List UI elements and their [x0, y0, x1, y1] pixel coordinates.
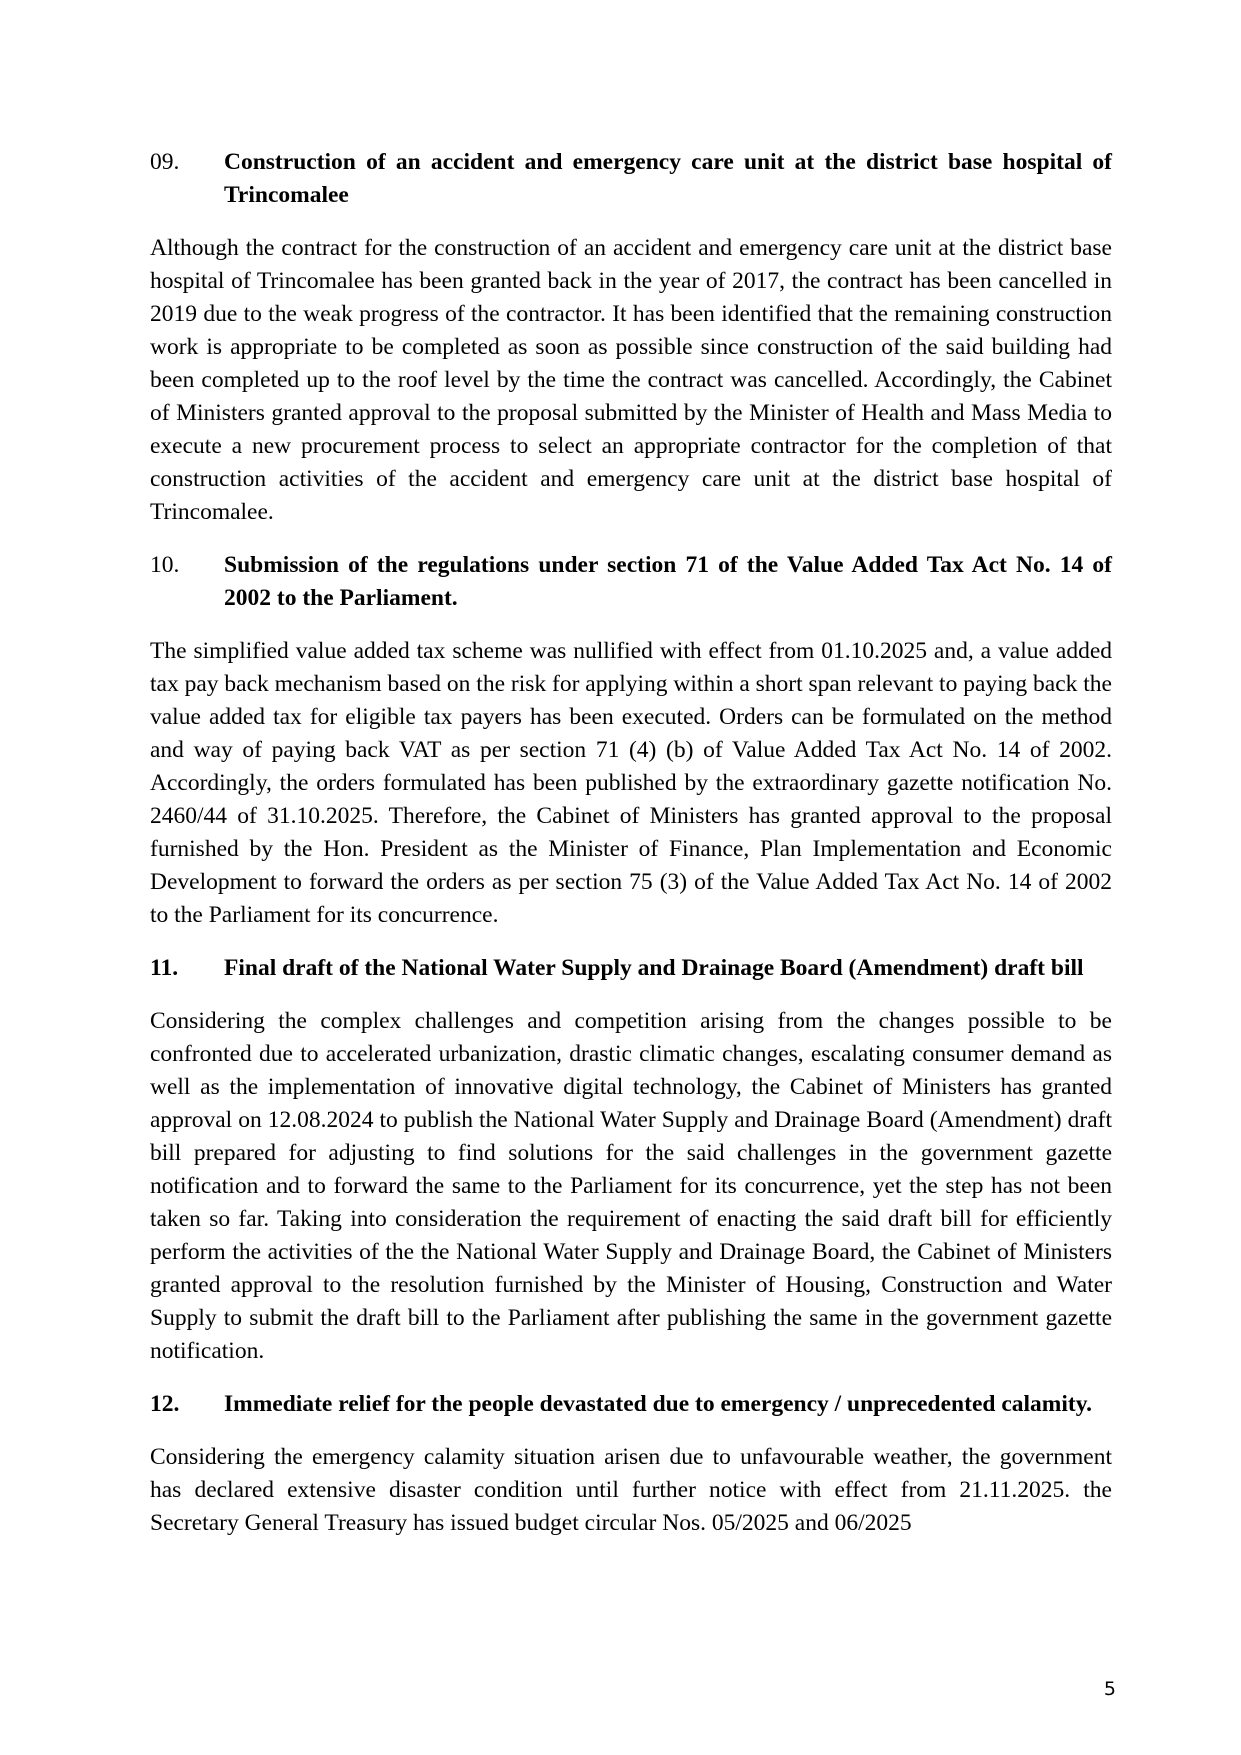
section-body: Although the contract for the construction of an accident and emergency care unit at the district base hospital of Trincomalee has been granted back in the year of 2017, the contract has been cancelled in 2019 due to the weak progress of the contractor. It has been identified that the remaining construction work is appropriate to be completed as soon as possible since construction of the said building had been completed up to the roof level by the time the contract was cancelled. Accordingly, the Cabinet of Ministers granted approval to the proposal submitted by the Minister of Health and Mass Media to execute a new procurement process to select an appropriate contractor for the completion of that construction activities of the accident and emergency care unit at the district base hospital of Trincomalee. — [150, 235, 1112, 525]
section-body: The simplified value added tax scheme was nullified with effect from 01.10.2025 and, a value added tax pay back mechanism based on the risk for applying within a short span relevant to paying back the value added tax for eligible tax payers has been executed. Orders can be formulated on the method and way of paying back VAT as per section 71 (4) (b) of Value Added Tax Act No. 14 of 2002. Accordingly, the orders formulated has been published by the extraordinary gazette notification No. 2460/44 of 31.10.2025. Therefore, the Cabinet of Ministers has granted approval to the proposal furnished by the Hon. President as the Minister of Finance, Plan Implementation and Economic Development to forward the orders as per section 75 (3) of the Value Added Tax Act No. 14 of 2002 to the Parliament for its concurrence. — [150, 638, 1112, 928]
page-number: 5 — [1103, 1678, 1116, 1700]
section-body: Considering the complex challenges and competition arising from the changes possible to be confronted due to accelerated urbanization, drastic climatic changes, escalating consumer demand as well as the implementation of innovative digital technology, the Cabinet of Ministers has granted approval on 12.08.2024 to publish the National Water Supply and Drainage Board (Amendment) draft bill prepared for adjusting to find solutions for the said challenges in the government gazette notification and to forward the same to the Parliament for its concurrence, yet the step has not been taken so far. Taking into consideration the requirement of enacting the said draft bill for efficiently perform the activities of the the National Water Supply and Drainage Board, the Cabinet of Ministers granted approval to the resolution furnished by the Minister of Housing, Construction and Water Supply to submit the draft bill to the Parliament after publishing the same in the government gazette notification. — [150, 1008, 1112, 1364]
section-number: 09. — [150, 149, 180, 175]
section-title: Construction of an accident and emergency care unit at the district base hospital of Trincomalee — [224, 149, 1112, 208]
section-heading — [150, 146, 1112, 212]
section-heading — [150, 952, 1112, 985]
section-heading — [150, 549, 1112, 615]
section-number: 10. — [150, 552, 180, 578]
section-number: 12. — [150, 1391, 180, 1417]
document-page — [150, 146, 1112, 1560]
section-title: Final draft of the National Water Supply and Drainage Board (Amendment) draft bill — [224, 955, 1084, 981]
section-heading — [150, 1388, 1112, 1421]
section-title: Submission of the regulations under section 71 of the Value Added Tax Act No. 14 of 2002 to the Parliament. — [224, 552, 1112, 611]
section-body: Considering the emergency calamity situation arisen due to unfavourable weather, the government has declared extensive disaster condition until further notice with effect from 21.11.2025. the Secretary General Treasury has issued budget circular Nos. 05/2025 and 06/2025 — [150, 1444, 1112, 1536]
section-12 — [150, 1388, 1112, 1540]
section-title: Immediate relief for the people devastated due to emergency / unprecedented calamity. — [224, 1391, 1093, 1417]
section-number: 11. — [150, 955, 179, 981]
section-11 — [150, 952, 1112, 1368]
section-10 — [150, 549, 1112, 932]
section-09 — [150, 146, 1112, 529]
